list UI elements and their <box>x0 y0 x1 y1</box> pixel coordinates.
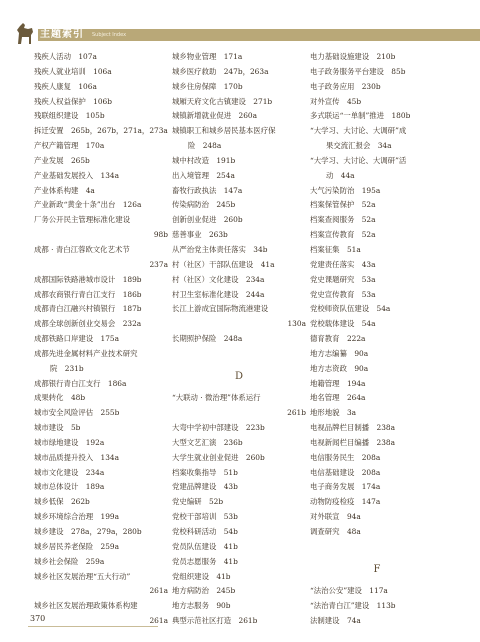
index-entry: 电信服务民生 208a <box>310 452 381 462</box>
index-entry: 电力基础设施建设 210b <box>310 52 396 61</box>
index-entry: 城厢天府文化古镇建设 271b <box>172 96 273 106</box>
index-entry: 成都铁路口岸建设 175a <box>34 334 120 344</box>
spacer <box>310 540 444 555</box>
index-entry: 城乡居民养老保险 259a <box>34 541 120 551</box>
index-entry: 村卫生室标准化建设 244a <box>172 289 265 299</box>
index-entry: 党组织建设 41b <box>172 571 231 581</box>
index-entry: 党员志愿服务 41b <box>172 556 238 566</box>
index-entry: 残疾人活动 107a <box>34 52 97 61</box>
index-entry: 城乡医疗救助 247b，263a <box>172 66 269 76</box>
index-entry: 城市文化建设 234a <box>34 467 105 477</box>
index-entry: 党史课题研究 53a <box>310 274 376 284</box>
index-entry: 党史编研 52b <box>172 497 224 507</box>
index-entry: 98b <box>153 230 168 240</box>
index-entry: 城乡住房保障 170b <box>172 81 243 91</box>
index-entry: 130a <box>287 319 306 329</box>
index-entry: 成都先进金属材料产业技术研究 <box>34 348 138 358</box>
index-entry: 出入境管理 254a <box>172 170 235 180</box>
header-subtitle: Subject Index <box>92 32 127 38</box>
index-entry: 城中村改造 191b <box>172 155 236 165</box>
index-entry: 城镇新增就业促进 260a <box>172 111 258 121</box>
index-entry: 电子政务应用 230b <box>310 81 381 91</box>
index-entry: 261a <box>149 616 168 626</box>
index-entry: 党史宣传教育 53a <box>310 289 376 299</box>
index-entry: 地名管理 264a <box>310 393 366 403</box>
index-entry: 残疾人康复 106a <box>34 81 97 91</box>
index-entry: 城乡物业管理 171a <box>172 52 243 61</box>
index-entry: 大气污染防治 195a <box>310 185 381 195</box>
index-entry: 法制建设 74a <box>310 616 361 626</box>
index-entry: 党员队伍建设 41b <box>172 541 238 551</box>
spacer <box>172 347 306 362</box>
index-entry: 电视品牌栏目制播 238a <box>310 423 396 433</box>
index-entry: 档案查阅服务 52a <box>310 215 376 225</box>
index-entry: 档案征集 51a <box>310 244 361 254</box>
index-entry: 城乡社区发展治理政策体系构建 <box>34 601 138 611</box>
index-entry: 大弯中学初中部建设 223b <box>172 423 265 433</box>
index-entry: 档案宣传教育 52a <box>310 230 376 240</box>
index-entry: 地方病防治 245b <box>172 586 236 596</box>
page-number: 370 <box>30 614 46 623</box>
page-number-rule <box>28 626 158 627</box>
index-entry: 城市建设 5b <box>34 423 81 433</box>
index-entry: 拆迁安置 265b，267b，271a，273a <box>34 126 168 136</box>
index-entry: 成都农商银行青白江支行 186b <box>34 289 142 299</box>
index-entry: 动物防疫检疫 147a <box>310 497 381 507</box>
index-entry: 城镇职工和城乡居民基本医疗保 <box>172 126 276 136</box>
index-entry: 村（社区）文化建设 234a <box>172 274 265 284</box>
index-entry: 对外联宣 94a <box>310 512 361 522</box>
index-entry: 地方志服务 90b <box>172 601 231 611</box>
index-column-1 <box>34 50 168 629</box>
index-entry: 党校师资队伍建设 54a <box>310 304 391 314</box>
index-entry: 成果转化 48b <box>34 393 86 403</box>
index-entry: 电视新闻栏目编播 238a <box>310 437 396 447</box>
index-entry: “法治公安”建设 117a <box>310 586 388 596</box>
index-entry: 典型示范社区打造 261b <box>172 616 258 626</box>
index-entry: 产权产籍管理 170a <box>34 141 105 151</box>
index-entry: 产业发展 265b <box>34 155 90 165</box>
section-letter: F <box>373 563 381 575</box>
index-entry: 城乡环境综合治理 199a <box>34 512 120 522</box>
index-entry: 261a <box>149 586 168 596</box>
index-entry: 产业新政“黄金十条”出台 126a <box>34 200 142 210</box>
index-entry: 大学生就业创业促进 260b <box>172 452 265 462</box>
index-entry: 党建品牌建设 43b <box>172 482 238 492</box>
index-entry: 村（社区）干部队伍建设 41a <box>172 259 275 269</box>
index-entry: 成都 · 青白江蓉欧文化艺术节 <box>34 244 130 254</box>
index-entry: 城乡建设 278a，279a，280b <box>34 527 142 536</box>
index-entry: 产业基础发展投入 134a <box>34 170 120 180</box>
index-entry: 城乡社会保险 259a <box>34 556 105 566</box>
index-entry: 成都银行青白江支行 186a <box>34 378 127 388</box>
index-entry: 城市绿地建设 192a <box>34 437 105 447</box>
index-entry: 残疾人权益保护 106b <box>34 96 112 106</box>
index-entry: 创新创业促进 260b <box>172 215 243 225</box>
index-entry: 成都全球创新创业交易会 232a <box>34 319 142 329</box>
section-letter: D <box>234 370 244 382</box>
page-header <box>0 0 480 48</box>
index-entry: 德育教育 222a <box>310 334 366 344</box>
index-entry: 党校干部培训 53b <box>172 512 238 522</box>
index-entry: 237a <box>149 259 168 269</box>
index-entry: 党建责任落实 43a <box>310 259 376 269</box>
index-entry: 档案收集指导 51b <box>172 467 238 477</box>
index-entry: 地方志资政 90a <box>310 363 369 373</box>
index-entry: “法治青白江”建设 113b <box>310 601 396 611</box>
index-entry: 党校科研活动 54b <box>172 527 238 536</box>
index-entry: 对外宣传 45b <box>310 96 362 106</box>
index-entry: 党校载体建设 54a <box>310 319 376 329</box>
index-entry: 产业体系构建 4a <box>34 185 95 195</box>
index-entry: 险 248a <box>188 141 222 151</box>
index-entry: “大学习、大讨论、大调研”活 <box>310 155 407 165</box>
index-entry: “大联动 · 微治理”体系运行 <box>172 393 261 403</box>
index-entry: 残疾人就业培训 106a <box>34 66 112 76</box>
index-entry: “大学习、大讨论、大调研”成 <box>310 126 407 136</box>
index-entry: 城乡低保 262b <box>34 497 90 507</box>
header-title: 主题索引 <box>40 29 84 40</box>
index-entry: 成都国际铁路港城市设计 189b <box>34 274 142 284</box>
index-entry: 城市品质提升投入 134a <box>34 452 120 462</box>
index-entry: 残联组织建设 105b <box>34 111 105 121</box>
index-entry: 从严治党主体责任落实 34b <box>172 244 268 254</box>
index-entry: 地方志编纂 90a <box>310 348 369 358</box>
index-entry: 多式联运“一单制”推进 180b <box>310 111 411 121</box>
index-entry: 城市总体设计 189a <box>34 482 105 492</box>
index-entry: 畜牧行政执法 147a <box>172 185 243 195</box>
index-entry: 动 44a <box>326 170 355 180</box>
index-entry: 地形地貌 3a <box>310 408 357 418</box>
index-column-2 <box>172 50 306 629</box>
index-entry: 档案保管保护 52a <box>310 200 376 210</box>
index-entry: 大型文艺汇演 236b <box>172 437 243 447</box>
index-entry: 电子商务发展 174a <box>310 482 381 492</box>
index-entry: 成都青白江融兴村镇银行 187b <box>34 304 142 314</box>
index-entry: 长江上游成宜国际物流港建设 <box>172 304 269 314</box>
index-entry: 城市安全风险评估 255b <box>34 408 120 418</box>
index-entry: 传染病防治 245b <box>172 200 236 210</box>
index-entry: 慈善事业 263b <box>172 230 228 240</box>
index-entry: 长期照护保险 248a <box>172 334 243 344</box>
index-entry: 地籍管理 194a <box>310 378 366 388</box>
index-entry: 果交流汇报会 34a <box>326 141 392 151</box>
index-entry: 261b <box>287 408 306 418</box>
index-entry: 院 231b <box>50 363 84 373</box>
index-entry: 厂务公开民主管理标准化建设 <box>34 215 131 225</box>
index-column-3 <box>310 50 444 629</box>
index-entry: 调查研究 48a <box>310 527 361 536</box>
horse-logo-icon <box>14 20 36 46</box>
index-entry: 电信基础建设 208a <box>310 467 381 477</box>
index-entry: 城乡社区发展治理“五大行动” <box>34 571 131 581</box>
index-entry: 电子政务服务平台建设 85b <box>310 66 406 76</box>
